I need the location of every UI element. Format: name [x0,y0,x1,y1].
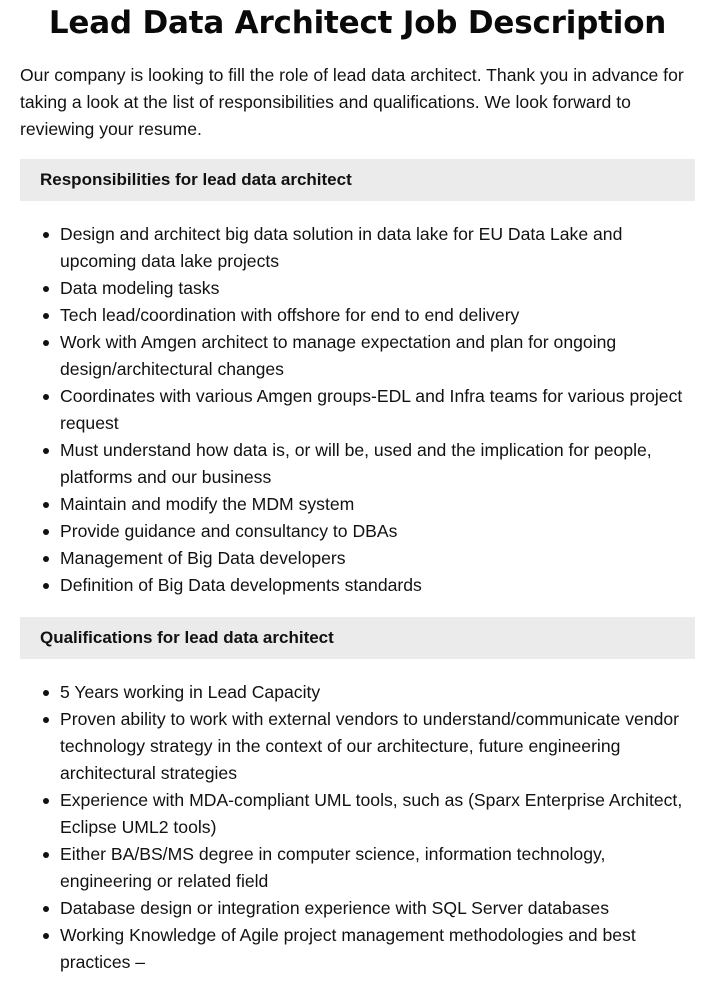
list-item [60,922,695,976]
list-item-text: Provide guidance and consultancy to DBAs [60,521,398,541]
list-item-text: Database design or integration experience with SQL Server databases [60,898,609,918]
bullet-icon [43,717,49,723]
list-item-text: Data modeling tasks [60,278,220,298]
list-item [60,706,695,787]
list-item-text: Management of Big Data developers [60,548,346,568]
qualifications-list [20,679,695,976]
list-item-text: 5 Years working in Lead Capacity [60,682,321,702]
list-item [60,275,695,302]
bullet-icon [43,232,49,238]
page-title: Lead Data Architect Job Description [48,5,667,41]
bullet-icon [43,286,49,292]
qualifications-heading: Qualifications for lead data architect [20,617,695,659]
bullet-icon [43,933,49,939]
responsibilities-list [20,221,695,599]
bullet-icon [43,852,49,858]
bullet-icon [43,313,49,319]
list-item [60,841,695,895]
list-item [60,545,695,572]
bullet-icon [43,583,49,589]
bullet-icon [43,798,49,804]
list-item-text: Definition of Big Data developments standards [60,575,422,595]
responsibilities-heading: Responsibilities for lead data architect [20,159,695,201]
bullet-icon [43,690,49,696]
bullet-icon [43,502,49,508]
list-item [60,518,695,545]
list-item [60,787,695,841]
list-item-text: Proven ability to work with external vendors to understand/communicate vendor technology strategy in the context of our architecture, future engineering architectural strategies [60,709,680,783]
list-item [60,895,695,922]
bullet-icon [43,340,49,346]
list-item-text: Tech lead/coordination with offshore for end to end delivery [60,305,520,325]
list-item [60,679,695,706]
bullet-icon [43,448,49,454]
list-item-text: Experience with MDA-compliant UML tools, such as (Sparx Enterprise Architect, Eclipse UML2 tools) [60,790,683,837]
list-item [60,572,695,599]
list-item [60,329,695,383]
list-item [60,437,695,491]
list-item-text: Must understand how data is, or will be, used and the implication for people, platforms and our business [60,440,652,487]
list-item [60,491,695,518]
list-item-text: Coordinates with various Amgen groups-EDL and Infra teams for various project request [60,386,683,433]
list-item-text: Working Knowledge of Agile project management methodologies and best practices – [60,925,636,972]
list-item-text: Either BA/BS/MS degree in computer science, information technology, engineering or related field [60,844,606,891]
list-item-text: Design and architect big data solution in data lake for EU Data Lake and upcoming data lake projects [60,224,623,271]
bullet-icon [43,556,49,562]
list-item-text: Maintain and modify the MDM system [60,494,355,514]
intro-paragraph: Our company is looking to fill the role of lead data architect. Thank you in advance for taking a look at the list of responsibilities and qualifications. We look forward to reviewing your resume. [20,65,684,139]
list-item [60,302,695,329]
bullet-icon [43,906,49,912]
list-item [60,221,695,275]
bullet-icon [43,529,49,535]
list-item [60,383,695,437]
list-item-text: Work with Amgen architect to manage expectation and plan for ongoing design/architectural changes [60,332,617,379]
bullet-icon [43,394,49,400]
